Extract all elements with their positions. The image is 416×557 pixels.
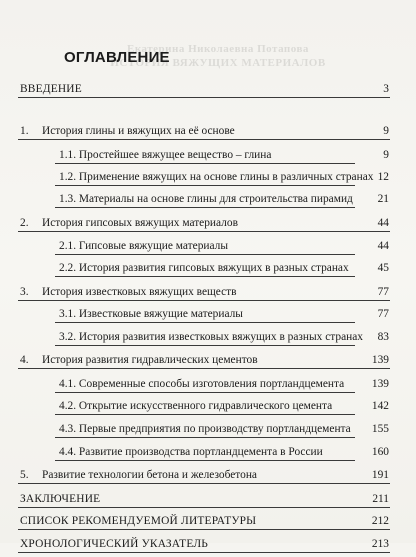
- toc-page-number: 45: [377, 262, 389, 274]
- toc-entry-number: 5.: [20, 469, 29, 481]
- toc-page-number: 191: [371, 469, 389, 481]
- toc-entry-title: 4.4. Развитие производства портландцемента в России: [59, 446, 323, 458]
- toc-entry-title: 1.1. Простейшее вяжущее вещество – глина: [59, 149, 272, 161]
- toc-entry: [0, 445, 416, 465]
- toc-page-number: 3: [383, 83, 389, 95]
- toc-page-number: 160: [371, 446, 389, 458]
- toc-entry-title: Развитие технологии бетона и железобетона: [42, 469, 257, 481]
- toc-entry: [0, 216, 416, 236]
- bleed-through-line: Екатерина Николаевна Потапова: [127, 43, 309, 55]
- toc-entry: [0, 170, 416, 190]
- toc-entry: [0, 307, 416, 327]
- toc-entry-title: ЗАКЛЮЧЕНИЕ: [20, 493, 101, 505]
- bleed-through-line: ИСТОРИЯ ВЯЖУЩИХ МАТЕРИАЛОВ: [110, 57, 326, 69]
- toc-entry: [0, 285, 416, 305]
- toc-entry-title: История глины и вяжущих на её основе: [42, 125, 235, 137]
- toc-page-number: 139: [371, 378, 389, 390]
- toc-entry-title: 3.2. История развития известковых вяжущих в разных странах: [59, 331, 363, 343]
- toc-entry: [0, 492, 416, 512]
- toc-entry: [0, 422, 416, 442]
- toc-entry-number: 2.: [20, 217, 29, 229]
- toc-entry: [0, 377, 416, 397]
- toc-entry-title: 4.1. Современные способы изготовления портландцемента: [59, 378, 345, 390]
- toc-entry-title: 3.1. Известковые вяжущие материалы: [59, 308, 243, 320]
- toc-page-number: 9: [383, 125, 389, 137]
- toc-page-number: 21: [377, 193, 389, 205]
- toc-page-number: 44: [377, 217, 389, 229]
- toc-entry: [0, 330, 416, 350]
- toc-entry-title: ХРОНОЛОГИЧЕСКИЙ УКАЗАТЕЛЬ: [20, 538, 208, 550]
- page-title: ОГЛАВЛЕНИЕ: [64, 49, 170, 66]
- toc-entry-title: 4.3. Первые предприятия по производству портландцемента: [59, 423, 351, 435]
- toc-entry: [0, 468, 416, 488]
- toc-entry-number: 1.: [20, 125, 29, 137]
- toc-entry: [0, 514, 416, 534]
- toc-entry-number: 3.: [20, 286, 29, 298]
- toc-entry: [0, 239, 416, 259]
- toc-page-number: 83: [377, 331, 389, 343]
- toc-entry-title: История развития гидравлических цементов: [42, 354, 258, 366]
- toc-entry-title: 4.2. Открытие искусственного гидравлического цемента: [59, 400, 333, 412]
- toc-entry: [0, 82, 416, 102]
- toc-page-number: 77: [377, 308, 389, 320]
- toc-entry-title: 2.1. Гипсовые вяжущие материалы: [59, 240, 228, 252]
- toc-entry: [0, 353, 416, 373]
- toc-entry-title: ВВЕДЕНИЕ: [20, 83, 82, 95]
- toc-entry-title: 1.2. Применение вяжущих на основе глины в различных странах: [59, 171, 374, 183]
- toc-page-number: 12: [377, 171, 389, 183]
- toc-entry-title: История известковых вяжущих веществ: [42, 286, 237, 298]
- toc-entry: [0, 537, 416, 557]
- toc-entry: [0, 148, 416, 168]
- toc-page-number: 142: [371, 400, 389, 412]
- toc-entry: [0, 192, 416, 212]
- toc-entry: [0, 261, 416, 281]
- toc-page-number: 212: [371, 515, 389, 527]
- toc-page-number: 213: [371, 538, 389, 550]
- toc-entry-title: История гипсовых вяжущих материалов: [42, 217, 238, 229]
- toc-entry: [0, 124, 416, 144]
- toc-page-number: 77: [377, 286, 389, 298]
- toc-page-number: 9: [383, 149, 389, 161]
- toc-page-number: 155: [371, 423, 389, 435]
- toc-entry-title: СПИСОК РЕКОМЕНДУЕМОЙ ЛИТЕРАТУРЫ: [20, 515, 257, 527]
- toc-entry-number: 4.: [20, 354, 29, 366]
- toc-entry: [0, 399, 416, 419]
- toc-entry-title: 1.3. Материалы на основе глины для строительства пирамид: [59, 193, 353, 205]
- toc-page-number: 139: [371, 354, 389, 366]
- toc-entry-title: 2.2. История развития гипсовых вяжущих в разных странах: [59, 262, 349, 274]
- toc-page-number: 44: [377, 240, 389, 252]
- toc-page-number: 211: [372, 493, 389, 505]
